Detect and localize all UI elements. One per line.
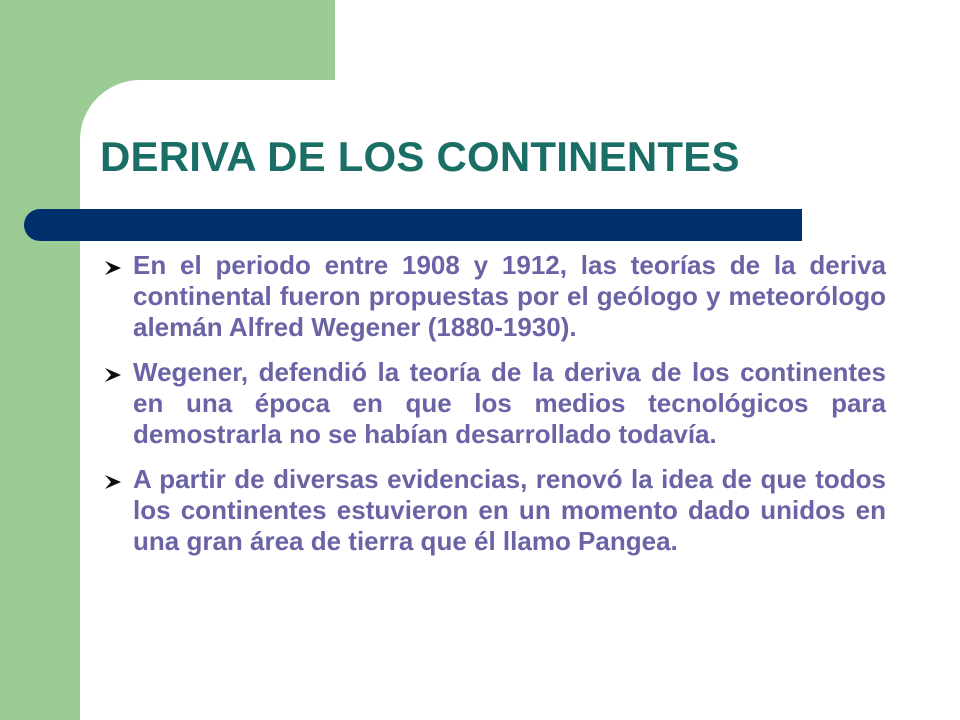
- arrowhead-bullet-icon: [104, 367, 122, 383]
- bullet-item: [104, 357, 886, 450]
- bullet-item: [104, 464, 886, 557]
- bullet-item: [104, 250, 886, 343]
- bullet-text: En el periodo entre 1908 y 1912, las teorías de la deriva continental fueron propuestas por el geólogo y meteorólogo alemán Alfred Wegener (1880-1930).: [133, 250, 886, 342]
- arrowhead-bullet-icon: [104, 474, 122, 490]
- title-underline-bar: [24, 209, 802, 241]
- bullet-text: A partir de diversas evidencias, renovó la idea de que todos los continentes estuvieron en un momento dado unidos en una gran área de tierra que él llamo Pangea.: [133, 464, 886, 556]
- slide-title: DERIVA DE LOS CONTINENTES: [100, 133, 740, 180]
- bullet-text: Wegener, defendió la teoría de la deriva de los continentes en una época en que los medios tecnológicos para demostrarla no se habían desarrollado todavía.: [133, 357, 886, 449]
- bullet-list: [104, 250, 886, 571]
- arrowhead-bullet-icon: [104, 260, 122, 276]
